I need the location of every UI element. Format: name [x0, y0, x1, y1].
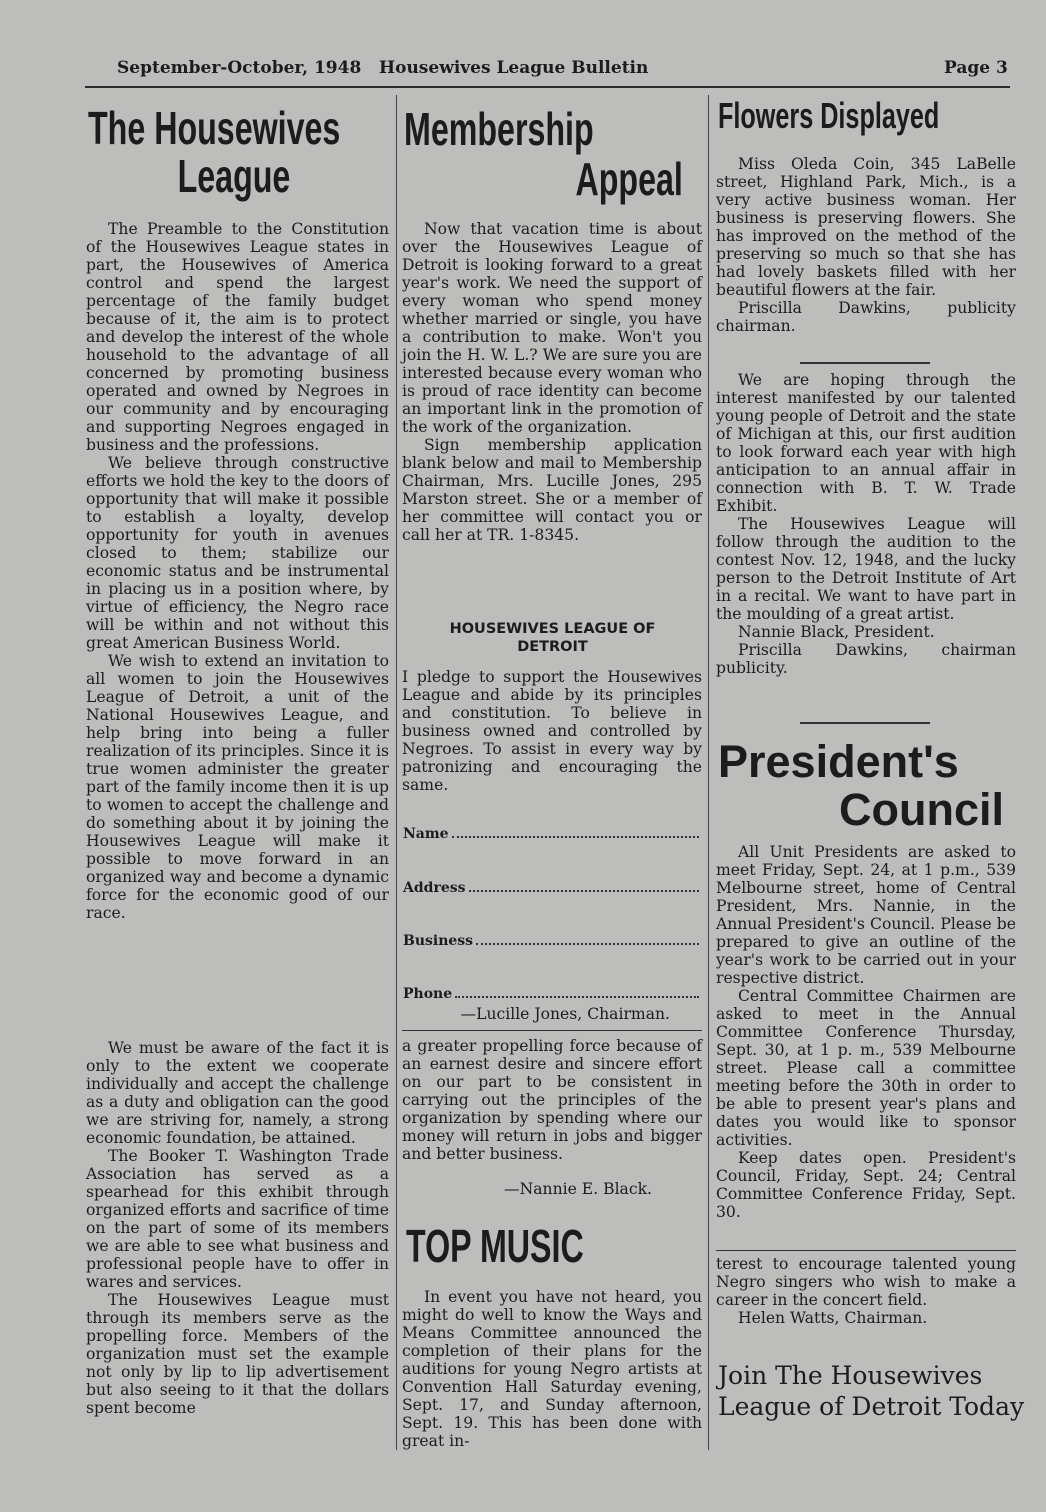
issue-date: September-October, 1948	[117, 58, 362, 78]
article-body: Now that vacation time is about over the Housewives League of Detroit is looking forward to a great year's work. We need the support of every woman who spend money whether married or single, you have a contribution to make. Won't you join the H. W. L.? We are sure you are interested because every woman who is proud of race identity can become an important link in the promotion of the work of the organization. Sign membership application blank below and mail to Membership Chairman, Mrs. Lucille Jones, 295 Marston street. She or a member of her committee will contact you or call her at TR. 1-8345.	[402, 220, 702, 544]
article-continuation: a greater propelling force because of an earnest desire and sincere effort on our part to be consistent in carrying out the principles of the organization by spending where our money will return in jobs and bigger and better business.	[402, 1037, 702, 1163]
section-rule	[800, 722, 930, 724]
section-rule	[800, 362, 930, 364]
section-rule	[402, 1030, 702, 1031]
column-divider	[396, 95, 397, 1450]
audition-body: We are hoping through the interest manifested by our talented young people of Detroit and the state of Michigan at this, our first audition to look forward each year with high anticipation to an annual affair in connection with B. T. W. Trade Exhibit. The Housewives League will follow through the audition to the contest Nov. 12, 1948, and the lucky person to the Detroit Institute of Art in a recital. We want to have part in the moulding of a great artist. Nannie Black, President. Priscilla Dawkins, chairman publicity.	[716, 371, 1016, 677]
page-number: Page 3	[944, 58, 1008, 78]
article-title: The Housewives League	[88, 102, 341, 202]
council-title: President's Council	[718, 736, 1004, 835]
music-continuation: terest to encourage talented young Negro singers who wish to make a career in the concert field. Helen Watts, Chairman.	[716, 1255, 1016, 1327]
section-rule	[716, 1250, 1016, 1251]
publication-name: Housewives League Bulletin	[379, 58, 649, 78]
pledge-text: I pledge to support the Housewives League and abide by its principles and constitution. To believe in business owned and controlled by Negroes. To assist in every way by patronizing and encouraging the same.	[402, 668, 702, 794]
business-field[interactable]: Business	[403, 933, 699, 949]
header-rule	[85, 86, 1010, 88]
column-divider	[708, 95, 709, 1450]
continuation-signature: —Nannie E. Black.	[504, 1180, 652, 1198]
address-field[interactable]: Address	[403, 880, 699, 896]
header-date-title	[117, 58, 648, 78]
article-body-continued: We must be aware of the fact it is only to the extent we cooperate individually and accept the challenge as a duty and obligation can the good we are striving for, namely, a strong economic foundation, be attained. The Booker T. Washington Trade Association has served as a spearhead for this exhibit through organized efforts and sacrifice of time on the part of some of its members we are able to see what business and professional people have to offer in wares and services. The Housewives League must through its members serve as the propelling force. Members of the organization must set the example not only by lip to lip advertisement but also seeing to it that the dollars spent become	[86, 1039, 389, 1417]
council-body: All Unit Presidents are asked to meet Friday, Sept. 24, at 1 p.m., 539 Melbourne street, home of Central President, Mrs. Nannie, in the Annual President's Council. Please be prepared to give an outline of the year's work to be carried out in your respective district. Central Committee Chairmen are asked to meet in the Annual Committee Conference Thursday, Sept. 30, at 1 p. m., 539 Melbourne street. Please call a committee meeting before the 30th in order to be able to present year's plans and dates you would like to sponsor activities. Keep dates open. President's Council, Friday, Sept. 24; Central Committee Conference Friday, Sept. 30.	[716, 843, 1016, 1221]
join-banner: Join The Housewives League of Detroit Today	[718, 1361, 1025, 1421]
flowers-title: Flowers Displayed	[718, 95, 940, 136]
form-signature: —Lucille Jones, Chairman.	[460, 1005, 670, 1023]
form-title: HOUSEWIVES LEAGUE OF DETROIT	[449, 621, 656, 655]
article-title: Membership Appeal	[404, 103, 683, 205]
phone-field[interactable]: Phone	[403, 986, 699, 1002]
flowers-body: Miss Oleda Coin, 345 LaBelle street, Highland Park, Mich., is a very active business woman. Her business is preserving flowers. She has improved on the method of the preserving so much so that she has had lovely baskets filled with her beautiful flowers at the fair. Priscilla Dawkins, publicity chairman.	[716, 155, 1016, 335]
music-title: TOP MUSIC	[406, 1220, 584, 1272]
article-body: The Preamble to the Constitution of the Housewives League states in part, the Housewives of America control and spend the largest percentage of the family budget because of it, the aim is to protect and develop the interest of the whole household to the advantage of all concerned by promoting business operated and owned by Negroes in our community and by encouraging and supporting Negroes engaged in business and the professions. We believe through constructive efforts we hold the key to the doors of opportunity that will make it possible to establish a loyalty, develop opportunity for youth in avenues closed to them; stabilize our economic status and be instrumental in placing us in a position where, by virtue of efficiency, the Negro race will be within and not without this great American Business World. We wish to extend an invitation to all women to join the Housewives League of Detroit, a unit of the National Housewives League, and help bring into being a fuller realization of its principles. Since it is true women administer the greater part of the family income then it is up to women to accept the challenge and do something about it by joining the Housewives League will make it possible to move forward in an organized way and become a dynamic force for the economic good of our race.	[86, 220, 389, 922]
music-body: In event you have not heard, you might do well to know the Ways and Means Committee announced the completion of their plans for the auditions for young Negro artists at Convention Hall Saturday evening, Sept. 17, and Sunday afternoon, Sept. 19. This has been done with great in-	[402, 1288, 702, 1450]
name-field[interactable]: Name	[403, 826, 699, 842]
